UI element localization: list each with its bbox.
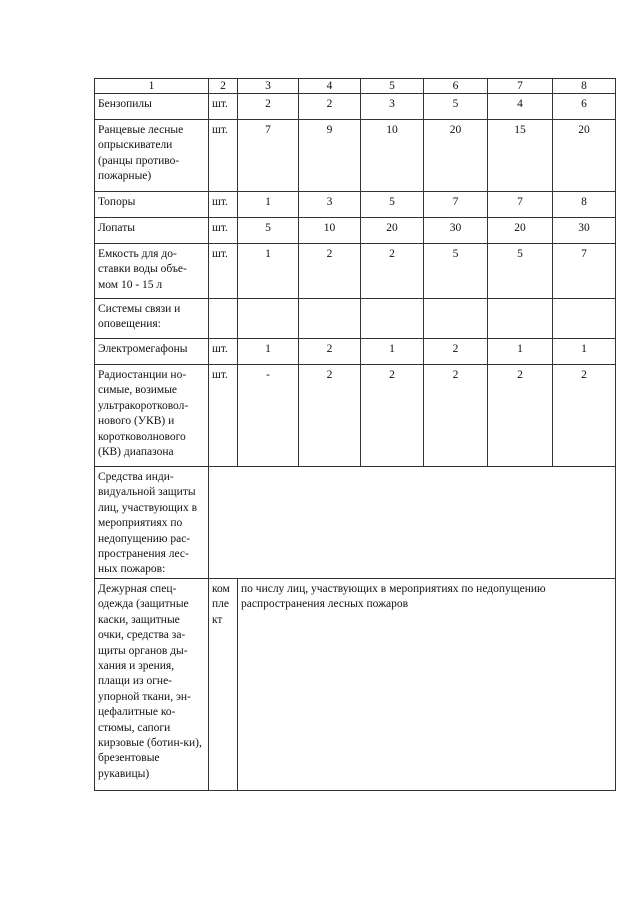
header-cell: 6: [424, 79, 488, 94]
value-cell: [361, 299, 424, 339]
value-cell: 2: [299, 365, 361, 467]
item-name: Бензопилы: [95, 94, 209, 120]
value-cell: 7: [238, 120, 299, 192]
table-row: [95, 339, 616, 365]
value-cell: -: [238, 365, 299, 467]
value-cell: 8: [553, 192, 616, 218]
value-cell: [424, 299, 488, 339]
value-cell: 3: [361, 94, 424, 120]
value-cell: 1: [361, 339, 424, 365]
header-cell: 5: [361, 79, 424, 94]
value-cell: 2: [238, 94, 299, 120]
value-cell: 5: [488, 244, 553, 299]
item-unit: ком пле кт: [209, 579, 238, 791]
value-cell: 2: [299, 339, 361, 365]
item-unit: шт.: [209, 218, 238, 244]
item-name: Лопаты: [95, 218, 209, 244]
header-cell: 2: [209, 79, 238, 94]
value-cell: 3: [299, 192, 361, 218]
value-cell: 2: [299, 244, 361, 299]
item-unit: шт.: [209, 365, 238, 467]
table-row: [95, 120, 616, 192]
value-cell: 4: [488, 94, 553, 120]
value-cell: [238, 299, 299, 339]
value-cell: 30: [424, 218, 488, 244]
value-cell: 9: [299, 120, 361, 192]
value-cell: 5: [424, 94, 488, 120]
item-name: Емкость для до-ставки воды объе-мом 10 - 15 л: [95, 244, 209, 299]
header-cell: 3: [238, 79, 299, 94]
ppe-quantity-note: по числу лиц, участвующих в мероприятиях по недопущению распространения лесных пожаров: [238, 579, 616, 791]
item-unit: шт.: [209, 94, 238, 120]
value-cell: 7: [488, 192, 553, 218]
value-cell: [299, 299, 361, 339]
value-cell: 2: [424, 339, 488, 365]
table-row: [95, 365, 616, 467]
item-name: Радиостанции но-симые, возимые ультракоротковол-нового (УКВ) и коротковолнового (КВ) диапазона: [95, 365, 209, 467]
item-name: Топоры: [95, 192, 209, 218]
table-row: [95, 218, 616, 244]
value-cell: 7: [424, 192, 488, 218]
value-cell: [488, 299, 553, 339]
item-unit: шт.: [209, 339, 238, 365]
value-cell: 15: [488, 120, 553, 192]
value-cell: 2: [361, 244, 424, 299]
table-row: [95, 192, 616, 218]
value-cell: 20: [553, 120, 616, 192]
value-cell: 20: [424, 120, 488, 192]
section-row: [95, 299, 616, 339]
header-cell: 7: [488, 79, 553, 94]
value-cell: 2: [299, 94, 361, 120]
section-title: Средства инди-видуальной защиты лиц, участвующих в мероприятиях по недопущению рас-пространения лес-ных пожаров:: [95, 467, 209, 579]
value-cell: 1: [238, 339, 299, 365]
value-cell: 5: [424, 244, 488, 299]
item-name: Ранцевые лесные опрыскиватели (ранцы противо-пожарные): [95, 120, 209, 192]
value-cell: [553, 299, 616, 339]
value-cell: 10: [299, 218, 361, 244]
table-row: [95, 244, 616, 299]
header-cell: 4: [299, 79, 361, 94]
value-cell: 1: [553, 339, 616, 365]
value-cell: 5: [238, 218, 299, 244]
ppe-row: [95, 579, 616, 791]
equipment-table: [94, 78, 616, 791]
section-title: Системы связи и оповещения:: [95, 299, 209, 339]
item-unit: [209, 299, 238, 339]
value-cell: 2: [488, 365, 553, 467]
value-cell: 1: [238, 244, 299, 299]
item-name: Дежурная спец-одежда (защитные каски, защитные очки, средства за-щиты органов ды-хания и зрения, плащи из огне-упорной ткани, эн-цефалитные ко-стюмы, сапоги кирзовые (ботин-ки), брезентовые рукавицы): [95, 579, 209, 791]
value-cell: 5: [361, 192, 424, 218]
value-cell: 1: [238, 192, 299, 218]
item-unit: шт.: [209, 192, 238, 218]
value-cell: 2: [361, 365, 424, 467]
item-unit: шт.: [209, 120, 238, 192]
value-cell: 20: [488, 218, 553, 244]
value-cell: 10: [361, 120, 424, 192]
value-cell: 30: [553, 218, 616, 244]
table-row: [95, 94, 616, 120]
value-cell: 6: [553, 94, 616, 120]
header-row: [95, 79, 616, 94]
ppe-section-empty-cell: [209, 467, 616, 579]
value-cell: 20: [361, 218, 424, 244]
value-cell: 1: [488, 339, 553, 365]
value-cell: 7: [553, 244, 616, 299]
ppe-section-row: [95, 467, 616, 579]
header-cell: 1: [95, 79, 209, 94]
item-name: Электромегафоны: [95, 339, 209, 365]
header-cell: 8: [553, 79, 616, 94]
value-cell: 2: [424, 365, 488, 467]
item-unit: шт.: [209, 244, 238, 299]
value-cell: 2: [553, 365, 616, 467]
